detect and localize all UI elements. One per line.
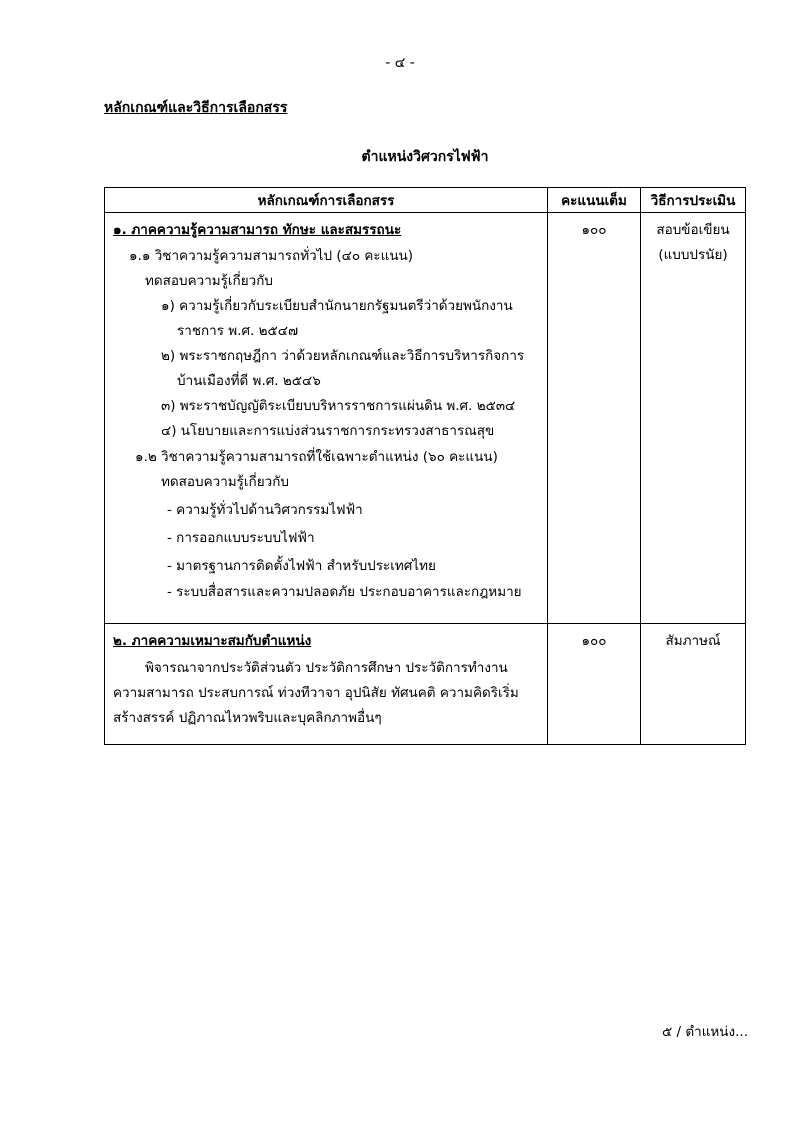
sub1-item-cont: บ้านเมืองที่ดี พ.ศ. ๒๕๔๖ [177, 373, 321, 389]
header-method: วิธีการประเมิน [641, 188, 746, 213]
sub2-intro: ทดสอบความรู้เกี่ยวกับ [161, 474, 289, 490]
method-cell-suitability [641, 624, 746, 745]
table-row-suitability [105, 624, 746, 745]
part2-desc-line: พิจารณาจากประวัติส่วนตัว ประวัติการศึกษา ประวัติการทำงาน [145, 660, 508, 676]
score-value: ๑๐๐ [581, 633, 607, 649]
criteria-cell-knowledge [105, 213, 548, 624]
page-number: - ๔ - [385, 55, 415, 71]
sub1-item: ๓) พระราชบัญญัติระเบียบบริหารราชการแผ่นดิน พ.ศ. ๒๕๓๔ [161, 398, 516, 414]
sub1-item-cont: ราชการ พ.ศ. ๒๕๔๗ [177, 323, 299, 339]
position-title: ตำแหน่งวิศวกรไฟฟ้า [361, 149, 489, 165]
sub2-item: - การออกแบบระบบไฟฟ้า [167, 530, 315, 546]
sub2-item: - มาตรฐานการติดตั้งไฟฟ้า สำหรับประเทศไทย [167, 558, 436, 574]
criteria-table [104, 187, 746, 745]
score-cell-suitability [548, 624, 641, 745]
criteria-cell-suitability [105, 624, 548, 745]
next-page-reference: ๕ / ตำแหน่ง... [662, 1024, 748, 1040]
header-criteria: หลักเกณฑ์การเลือกสรร [105, 188, 548, 213]
sub1-item: ๑) ความรู้เกี่ยวกับระเบียบสำนักนายกรัฐมนตรีว่าด้วยพนักงาน [161, 298, 513, 314]
method-value-detail: (แบบปรนัย) [658, 247, 728, 263]
sub1-title: ๑.๑ วิชาความรู้ความสามารถทั่วไป (๔๐ คะแนน) [129, 248, 414, 264]
method-value: สอบข้อเขียน [656, 222, 730, 238]
score-cell-knowledge [548, 213, 641, 624]
table-row-knowledge [105, 213, 746, 624]
method-cell-knowledge [641, 213, 746, 624]
part1-heading: ๑. ภาคความรู้ความสามารถ ทักษะ และสมรรถนะ [113, 222, 402, 238]
sub1-intro: ทดสอบความรู้เกี่ยวกับ [145, 273, 273, 289]
part2-desc-line: ความสามารถ ประสบการณ์ ท่วงทีวาจา อุปนิสัย ทัศนคติ ความคิดริเริ่ม [113, 685, 519, 701]
header-full-score: คะแนนเต็ม [548, 188, 641, 213]
sub1-item: ๒) พระราชกฤษฎีกา ว่าด้วยหลักเกณฑ์และวิธีการบริหารกิจการ [161, 348, 525, 364]
sub2-item: - ระบบสื่อสารและความปลอดภัย ประกอบอาคารและกฎหมาย [167, 584, 522, 600]
part2-desc-line: สร้างสรรค์ ปฏิภาณไหวพริบและบุคลิกภาพอื่นๆ [113, 710, 382, 726]
method-value: สัมภาษณ์ [665, 633, 721, 649]
score-value: ๑๐๐ [581, 222, 607, 238]
table-header-row [105, 188, 746, 213]
sub2-item: - ความรู้ทั่วไปด้านวิศวกรรมไฟฟ้า [167, 502, 363, 518]
sub2-title: ๑.๒ วิชาความรู้ความสามารถที่ใช้เฉพาะตำแหน่ง (๖๐ คะแนน) [135, 449, 498, 465]
section-title: หลักเกณฑ์และวิธีการเลือกสรร [104, 100, 288, 116]
part2-heading: ๒. ภาคความเหมาะสมกับตำแหน่ง [113, 633, 312, 649]
sub1-item: ๔) นโยบายและการแบ่งส่วนราชการกระทรวงสาธารณสุข [161, 423, 495, 439]
